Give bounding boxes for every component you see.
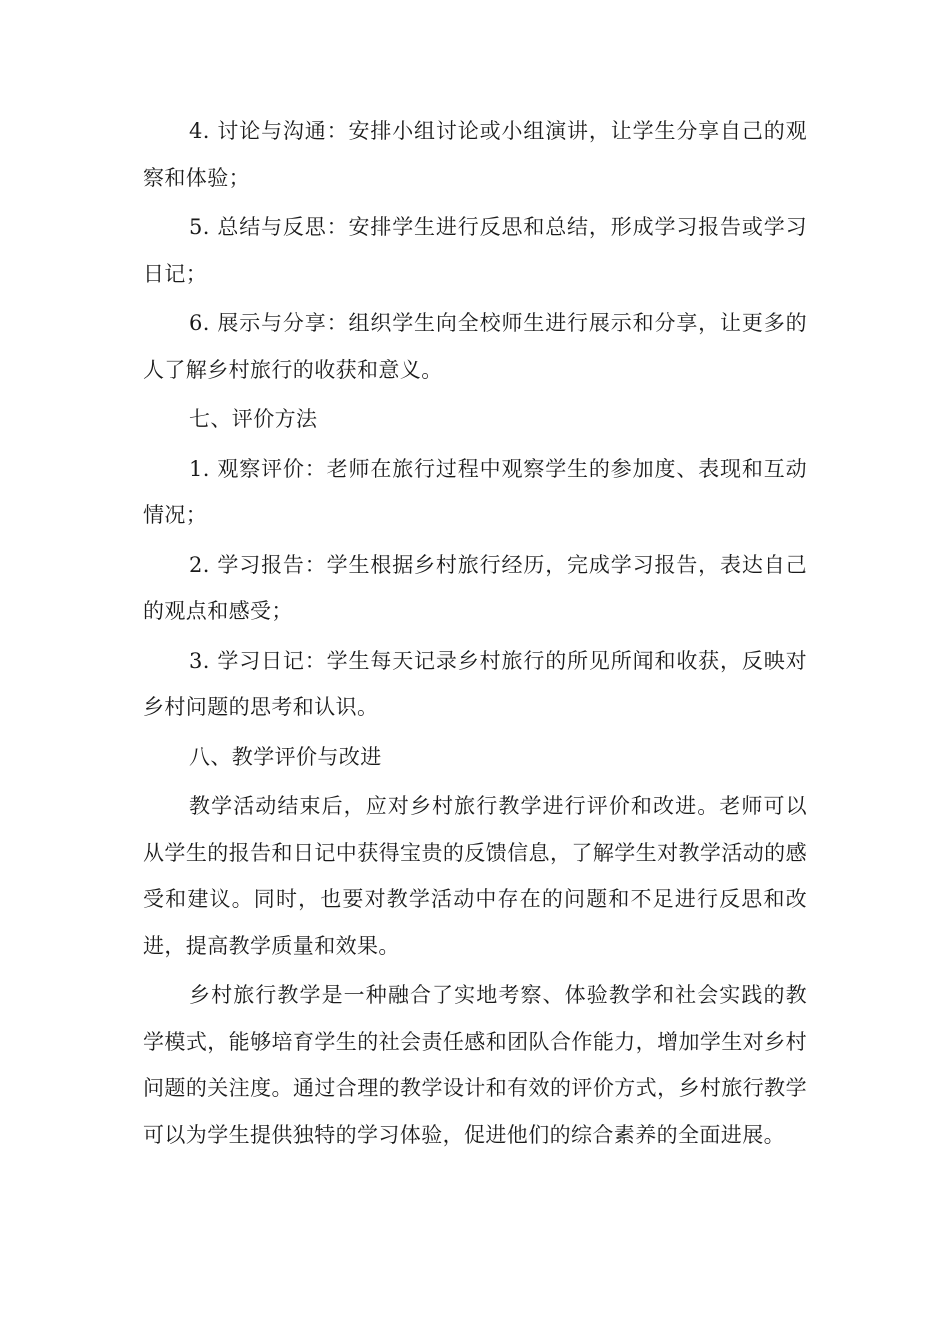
body-paragraph-evaluation: 教学活动结束后，应对乡村旅行教学进行评价和改进。老师可以从学生的报告和日记中获得宝贵的反馈信息，了解学生对教学活动的感受和建议。同时，也要对教学活动中存在的问题和不足进行反思和改进，提高教学质量和效果。 — [143, 794, 807, 958]
list-item-diary: 3. 学习日记：学生每天记录乡村旅行的所见所闻和收获，反映对乡村问题的思考和认识。 — [143, 648, 807, 719]
body-paragraph-conclusion: 乡村旅行教学是一种融合了实地考察、体验教学和社会实践的教学模式，能够培育学生的社会责任感和团队合作能力，增加学生对乡村问题的关注度。通过合理的教学设计和有效的评价方式，乡村旅行教学可以为学生提供独特的学习体验，促进他们的综合素养的全面进展。 — [143, 983, 807, 1147]
list-item-observation: 1. 观察评价：老师在旅行过程中观察学生的参加度、表现和互动情况； — [143, 456, 807, 527]
document-body — [143, 108, 807, 1158]
section-heading-teaching-evaluation: 八、教学评价与改进 — [189, 744, 382, 769]
list-item-summary: 5. 总结与反思：安排学生进行反思和总结，形成学习报告或学习日记； — [143, 215, 807, 286]
list-item-discussion: 4. 讨论与沟通：安排小组讨论或小组演讲，让学生分享自己的观察和体验； — [143, 119, 807, 190]
section-heading-evaluation-methods: 七、评价方法 — [189, 407, 318, 431]
list-item-report: 2. 学习报告：学生根据乡村旅行经历，完成学习报告，表达自己的观点和感受； — [143, 552, 807, 623]
list-item-presentation: 6. 展示与分享：组织学生向全校师生进行展示和分享，让更多的人了解乡村旅行的收获和意义。 — [143, 311, 807, 382]
